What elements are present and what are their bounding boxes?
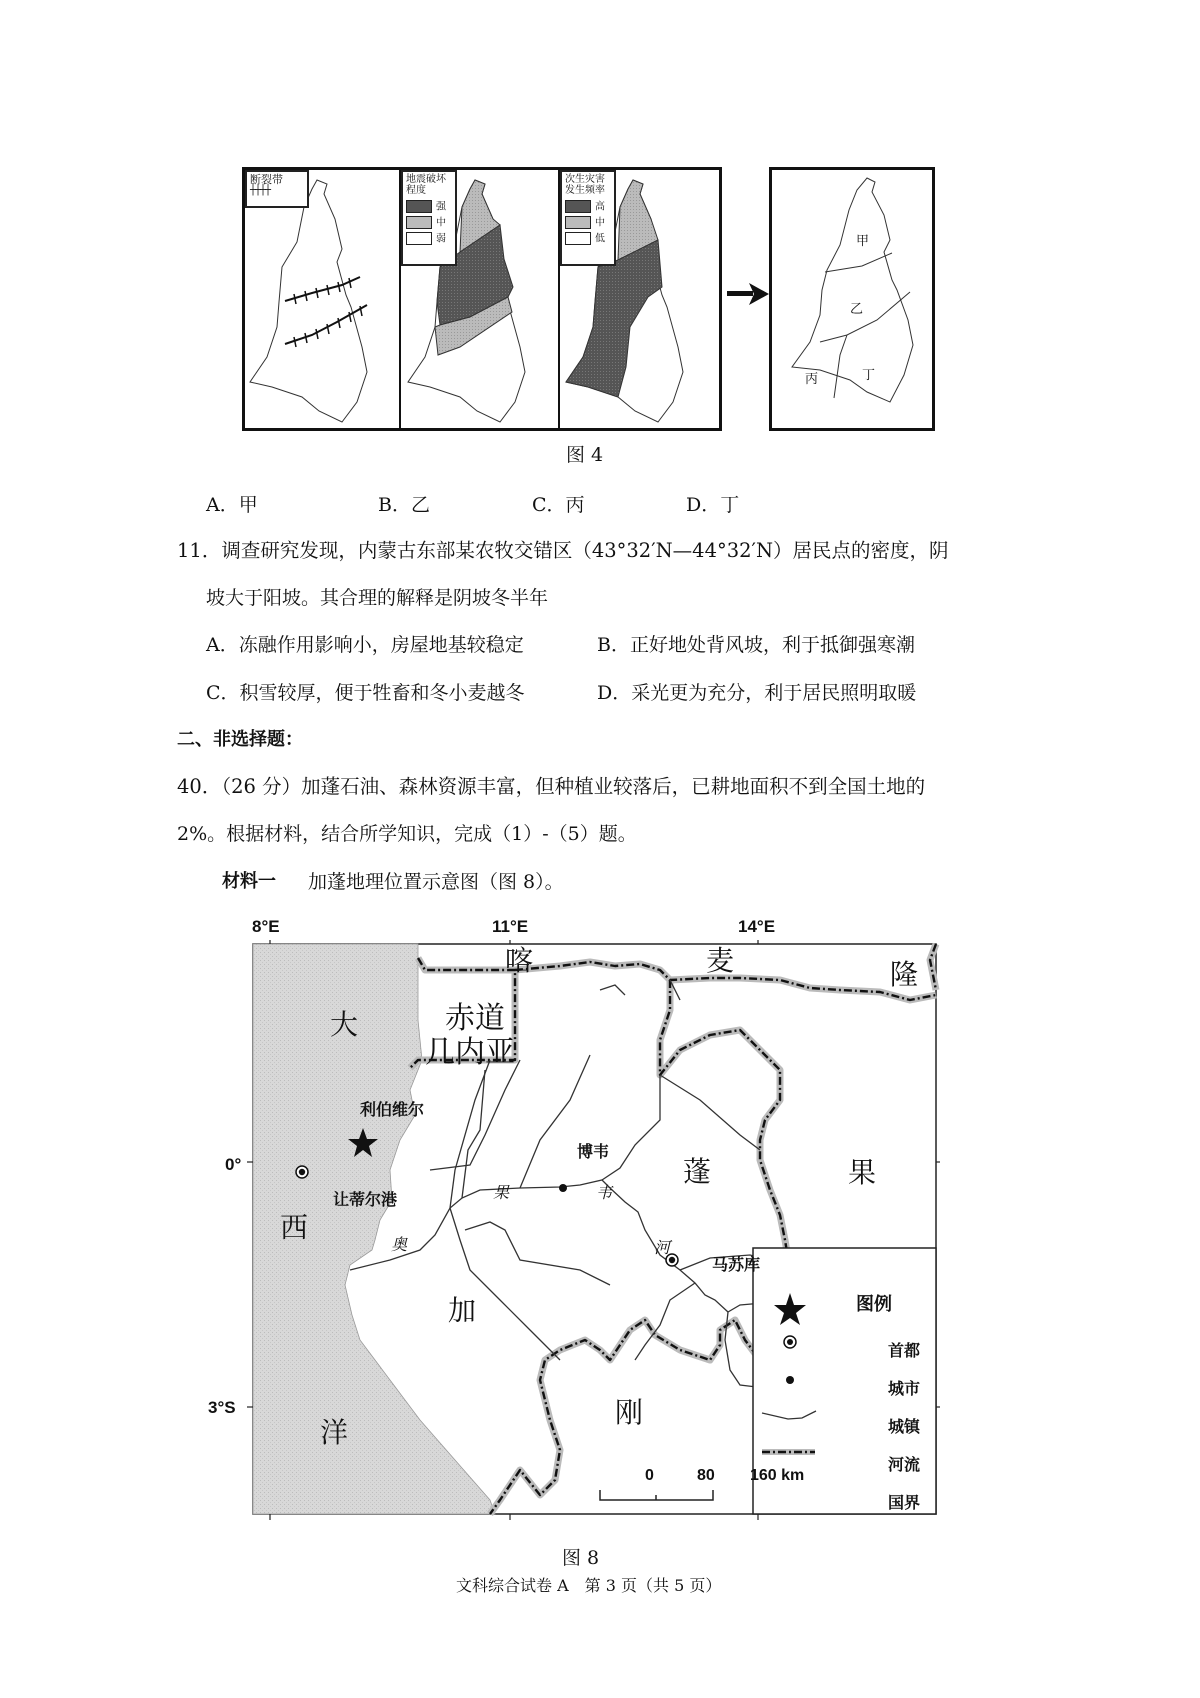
lon-tick-14E: 14°E bbox=[738, 917, 776, 936]
fig4-legend-damage bbox=[401, 170, 457, 266]
scale-label-0: 0 bbox=[645, 1467, 654, 1484]
q10-option-c[interactable]: C．丙 bbox=[532, 494, 585, 516]
legend-label-river: 河流 bbox=[888, 1455, 921, 1474]
page-footer: 文科综合试卷 A 第 3 页（共 5 页） bbox=[456, 1576, 722, 1595]
legend-label: 强 bbox=[436, 201, 446, 213]
material-1-label: 材料一 bbox=[222, 871, 276, 892]
town-dot-booue bbox=[559, 1184, 567, 1192]
label-gabon-1: 加 bbox=[448, 1294, 477, 1327]
legend-fault-title: 断裂带 bbox=[250, 173, 283, 186]
q11-option-a[interactable]: A．冻融作用影响小，房屋地基较稳定 bbox=[206, 634, 524, 656]
legend-label-capital: 首都 bbox=[888, 1341, 921, 1360]
label-atlantic-1: 大 bbox=[330, 1008, 359, 1041]
legend-label: 低 bbox=[595, 233, 605, 245]
label-eq-guinea-2: 几内亚 bbox=[425, 1035, 515, 1070]
q10-option-b[interactable]: B．乙 bbox=[378, 494, 430, 516]
fig4-panel-1-outline bbox=[250, 180, 367, 422]
city-label-port-gentil: 让蒂尔港 bbox=[333, 1190, 398, 1209]
material-1-text: 加蓬地理位置示意图（图 8）。 bbox=[308, 871, 564, 893]
legend-label-city: 城市 bbox=[888, 1379, 921, 1398]
fault-symbol-icon: ┼┼┼┼ bbox=[250, 185, 271, 196]
swatch-high bbox=[565, 200, 591, 213]
q11-stem-line-2: 坡大于阳坡。其合理的解释是阴坡冬半年 bbox=[206, 587, 549, 609]
legend-label: 中 bbox=[595, 217, 605, 229]
river-label-guo: 果 bbox=[493, 1183, 510, 1202]
legend-frequency-title: 次生灾害发生频率 bbox=[565, 174, 605, 196]
legend-city-icon bbox=[784, 1336, 796, 1348]
lat-tick-0: 0° bbox=[225, 1155, 242, 1174]
legend-label: 弱 bbox=[436, 233, 446, 245]
lon-tick-11E: 11°E bbox=[492, 917, 529, 936]
legend-label: 高 bbox=[595, 201, 605, 213]
region-ding: 丁 bbox=[862, 368, 876, 383]
label-gabon-2: 蓬 bbox=[683, 1155, 712, 1188]
lon-tick-8E: 8°E bbox=[252, 917, 280, 936]
swatch-low bbox=[565, 232, 591, 245]
river-label-ao: 奥 bbox=[391, 1235, 408, 1254]
river-label-he: 河 bbox=[654, 1238, 671, 1257]
region-bing: 丙 bbox=[805, 372, 819, 387]
region-jia: 甲 bbox=[856, 234, 870, 249]
legend-town-icon bbox=[786, 1376, 794, 1384]
label-cameroon-3: 隆 bbox=[890, 958, 919, 991]
q10-option-a[interactable]: A．甲 bbox=[206, 494, 258, 516]
label-atlantic-3: 洋 bbox=[320, 1416, 349, 1449]
swatch-strong bbox=[406, 200, 432, 213]
q11-stem-line-1: 11．调查研究发现，内蒙古东部某农牧交错区（43°32′N—44°32′N）居民点的密度，阴 bbox=[177, 539, 949, 562]
q11-option-b[interactable]: B．正好地处背风坡，利于抵御强寒潮 bbox=[597, 634, 915, 656]
arrow-right-icon bbox=[727, 283, 769, 305]
city-label-koulamoutou: 马苏库 bbox=[712, 1255, 761, 1274]
label-atlantic-2: 西 bbox=[280, 1211, 309, 1244]
q11-option-d[interactable]: D．采光更为充分，利于居民照明取暖 bbox=[597, 682, 917, 704]
figure-4-caption: 图 4 bbox=[566, 444, 604, 466]
fig4-maps-svg bbox=[242, 167, 722, 431]
label-eq-guinea-1: 赤道 bbox=[445, 1001, 505, 1036]
fig4-legend-frequency bbox=[560, 170, 616, 266]
region-yi: 乙 bbox=[850, 302, 864, 317]
legend-label-border: 国界 bbox=[888, 1493, 921, 1512]
map-legend-title: 图例 bbox=[856, 1294, 892, 1315]
swatch-weak bbox=[406, 232, 432, 245]
q40-stem-line-1: 40．（26 分）加蓬石油、森林资源丰富，但种植业较落后，已耕地面积不到全国土地的 bbox=[177, 775, 926, 798]
label-congo: 果 bbox=[848, 1156, 877, 1189]
legend-label-town: 城镇 bbox=[888, 1417, 921, 1436]
scale-label-80: 80 bbox=[697, 1467, 715, 1484]
label-cameroon-1: 喀 bbox=[505, 944, 534, 977]
swatch-medium bbox=[406, 216, 432, 229]
scale-label-160: 160 km bbox=[750, 1467, 805, 1484]
city-label-libreville: 利伯维尔 bbox=[360, 1100, 425, 1119]
q40-stem-line-2: 2%。根据材料，结合所学知识，完成（1）-（5）题。 bbox=[177, 823, 637, 845]
river-label-wei: 韦 bbox=[596, 1183, 613, 1202]
legend-label: 中 bbox=[436, 217, 446, 229]
label-cameroon-2: 麦 bbox=[706, 944, 735, 977]
q10-option-d[interactable]: D．丁 bbox=[686, 494, 740, 516]
swatch-medium bbox=[565, 216, 591, 229]
fig4-legend-fault bbox=[245, 170, 309, 208]
section-2-heading: 二、非选择题： bbox=[177, 729, 303, 750]
city-label-booue: 博韦 bbox=[577, 1142, 610, 1161]
figure-8-caption: 图 8 bbox=[562, 1547, 600, 1569]
legend-damage-title: 地震破坏程度 bbox=[406, 174, 446, 196]
q11-option-c[interactable]: C．积雪较厚，便于牲畜和冬小麦越冬 bbox=[206, 682, 525, 704]
city-symbol-port-gentil bbox=[296, 1166, 308, 1178]
label-congo-rep: 刚 bbox=[615, 1396, 644, 1429]
lat-tick-3S: 3°S bbox=[208, 1398, 236, 1417]
